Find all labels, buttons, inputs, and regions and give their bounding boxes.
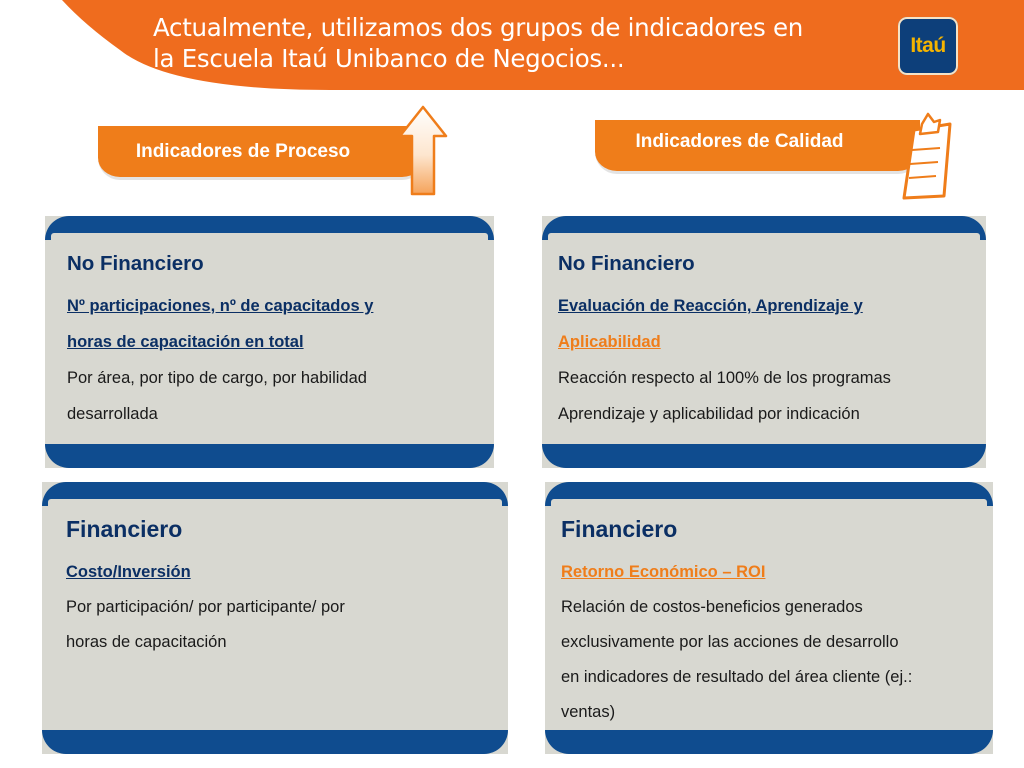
metric-line-1: Costo/Inversión — [66, 563, 191, 581]
panel-bottom-cap — [45, 444, 494, 468]
panel-heading: Financiero — [561, 516, 678, 542]
panel-bottom-cap — [545, 730, 993, 754]
detail-line-2: horas de capacitación — [66, 633, 227, 651]
detail-line-1: Relación de costos-beneficios generados — [561, 598, 863, 616]
panel-content — [542, 244, 986, 442]
page-title — [153, 12, 913, 74]
logo-text: Itaú — [910, 34, 946, 57]
panel-heading: Financiero — [66, 516, 183, 542]
detail-line-1: Reacción respecto al 100% de los programas — [558, 369, 891, 387]
detail-line-1: Por participación/ por participante/ por — [66, 598, 345, 616]
panel-content — [45, 244, 494, 442]
panel-bottom-cap — [42, 730, 508, 754]
panel-top-cap — [45, 216, 494, 240]
panel-bottom-cap — [542, 444, 986, 468]
metric-line-2: horas de capacitación en total — [67, 333, 304, 351]
detail-line-3: en indicadores de resultado del área cliente (ej.: — [561, 668, 913, 686]
metric-line-1: Retorno Económico – ROI — [561, 563, 766, 581]
title-line-2: la Escuela Itaú Unibanco de Negocios... — [153, 44, 625, 73]
up-arrow-icon — [396, 104, 450, 198]
panel-calidad-no-financiero — [542, 216, 986, 468]
panel-proceso-financiero — [42, 482, 508, 754]
metric-line-1: Evaluación de Reacción, Aprendizaje y — [558, 297, 863, 315]
detail-line-4: ventas) — [561, 703, 616, 721]
slide-header — [0, 0, 1024, 95]
tag-label-proceso: Indicadores de Proceso — [135, 140, 351, 162]
itau-logo — [898, 17, 958, 75]
detail-line-2: Aprendizaje y aplicabilidad por indicación — [558, 405, 860, 423]
panel-top-cap — [545, 482, 993, 506]
detail-line-1: Por área, por tipo de cargo, por habilidad — [67, 369, 367, 387]
panel-content — [545, 510, 993, 728]
panel-heading: No Financiero — [558, 252, 695, 275]
title-line-1: Actualmente, utilizamos dos grupos de indicadores en — [153, 13, 803, 42]
tag-label-calidad: Indicadores de Calidad — [635, 130, 844, 152]
panel-proceso-no-financiero — [45, 216, 494, 468]
detail-line-2: exclusivamente por las acciones de desarrollo — [561, 633, 899, 651]
panel-top-cap — [542, 216, 986, 240]
clipboard-icon — [898, 110, 958, 202]
panel-top-cap — [42, 482, 508, 506]
metric-line-1: Nº participaciones, nº de capacitados y — [67, 297, 374, 315]
tag-indicadores-proceso — [98, 126, 424, 180]
detail-line-2: desarrollada — [67, 405, 158, 423]
tag-indicadores-calidad — [595, 120, 920, 174]
panel-content — [42, 510, 508, 728]
panel-calidad-financiero — [545, 482, 993, 754]
metric-line-2: Aplicabilidad — [558, 333, 661, 351]
panel-heading: No Financiero — [67, 252, 204, 275]
